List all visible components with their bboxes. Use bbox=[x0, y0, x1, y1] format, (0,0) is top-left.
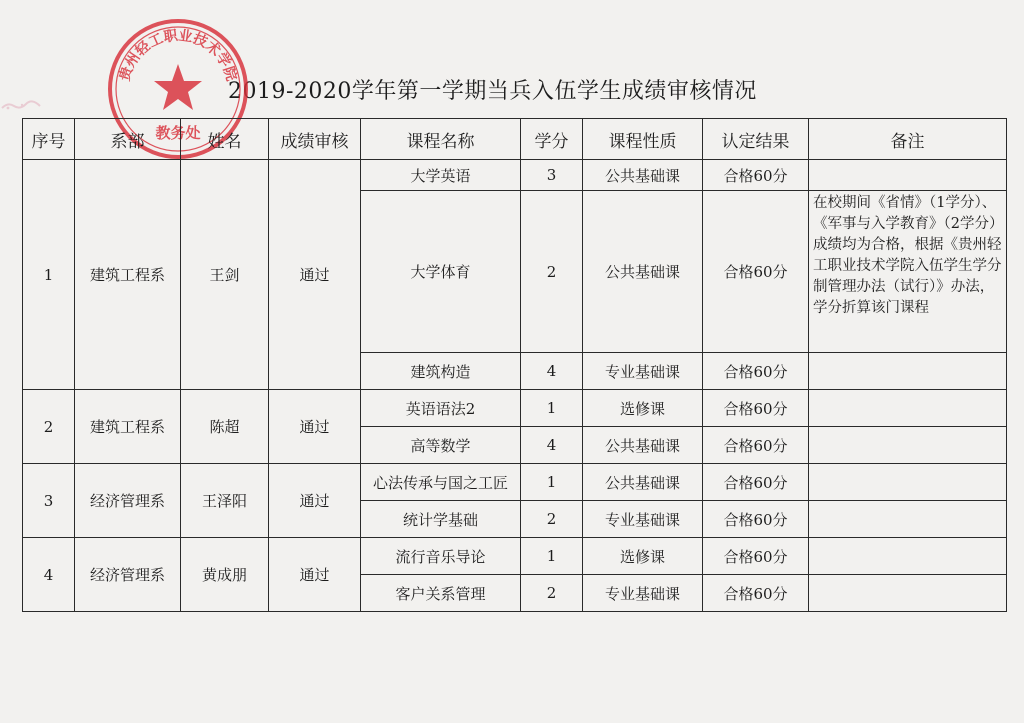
cell-course: 心法传承与国之工匠 bbox=[361, 464, 521, 501]
cell-dept: 经济管理系 bbox=[75, 464, 181, 538]
cell-credit: 1 bbox=[521, 538, 583, 575]
cell-note bbox=[809, 390, 1007, 427]
cell-name: 黄成朋 bbox=[181, 538, 269, 612]
cell-result: 合格60分 bbox=[703, 191, 809, 353]
cell-course: 客户关系管理 bbox=[361, 575, 521, 612]
cell-type: 选修课 bbox=[583, 538, 703, 575]
cell-result: 合格60分 bbox=[703, 538, 809, 575]
cell-result: 合格60分 bbox=[703, 160, 809, 191]
cell-dept: 建筑工程系 bbox=[75, 390, 181, 464]
cell-course: 英语语法2 bbox=[361, 390, 521, 427]
cell-course: 统计学基础 bbox=[361, 501, 521, 538]
cell-result: 合格60分 bbox=[703, 353, 809, 390]
cell-result: 合格60分 bbox=[703, 575, 809, 612]
header-note: 备注 bbox=[809, 119, 1007, 160]
cell-course: 大学体育 bbox=[361, 191, 521, 353]
table-row bbox=[23, 538, 1007, 575]
header-name: 姓名 bbox=[181, 119, 269, 160]
cell-type: 专业基础课 bbox=[583, 501, 703, 538]
cell-name: 陈超 bbox=[181, 390, 269, 464]
header-result: 认定结果 bbox=[703, 119, 809, 160]
cell-type: 公共基础课 bbox=[583, 464, 703, 501]
cell-result: 合格60分 bbox=[703, 464, 809, 501]
svg-text:贵州轻工职业技术学院: 贵州轻工职业技术学院 bbox=[116, 27, 240, 83]
cell-note: 在校期间《省情》（1学分）、《军事与入学教育》（2学分）成绩均为合格，根据《贵州轻工职业技术学院入伍学生学分制管理办法（试行）》办法，学分折算该门课程 bbox=[809, 191, 1007, 353]
table-row bbox=[23, 464, 1007, 501]
header-dept: 系部 bbox=[75, 119, 181, 160]
cell-result: 合格60分 bbox=[703, 501, 809, 538]
cell-name: 王剑 bbox=[181, 160, 269, 390]
cell-no: 2 bbox=[23, 390, 75, 464]
cell-credit: 4 bbox=[521, 427, 583, 464]
document-title: 2019-2020学年第一学期当兵入伍学生成绩审核情况 bbox=[228, 79, 757, 104]
cell-result: 合格60分 bbox=[703, 427, 809, 464]
cell-course: 建筑构造 bbox=[361, 353, 521, 390]
cell-credit: 4 bbox=[521, 353, 583, 390]
cell-dept: 建筑工程系 bbox=[75, 160, 181, 390]
cell-type: 选修课 bbox=[583, 390, 703, 427]
header-review: 成绩审核 bbox=[269, 119, 361, 160]
cell-credit: 3 bbox=[521, 160, 583, 191]
cell-review: 通过 bbox=[269, 390, 361, 464]
cell-credit: 2 bbox=[521, 575, 583, 612]
cell-type: 公共基础课 bbox=[583, 191, 703, 353]
pink-smudge-mark bbox=[0, 96, 46, 114]
cell-credit: 2 bbox=[521, 191, 583, 353]
cell-note bbox=[809, 501, 1007, 538]
cell-dept: 经济管理系 bbox=[75, 538, 181, 612]
header-no: 序号 bbox=[23, 119, 75, 160]
cell-type: 公共基础课 bbox=[583, 427, 703, 464]
cell-note bbox=[809, 353, 1007, 390]
cell-no: 4 bbox=[23, 538, 75, 612]
cell-no: 1 bbox=[23, 160, 75, 390]
svg-text:教务处: 教务处 bbox=[155, 124, 201, 142]
cell-note bbox=[809, 464, 1007, 501]
cell-course: 高等数学 bbox=[361, 427, 521, 464]
table-row bbox=[23, 390, 1007, 427]
cell-course: 大学英语 bbox=[361, 160, 521, 191]
cell-review: 通过 bbox=[269, 160, 361, 390]
header-row bbox=[23, 119, 1007, 160]
table-row bbox=[23, 160, 1007, 191]
cell-note bbox=[809, 427, 1007, 464]
cell-credit: 2 bbox=[521, 501, 583, 538]
score-review-table bbox=[22, 118, 1007, 612]
cell-type: 专业基础课 bbox=[583, 575, 703, 612]
cell-name: 王泽阳 bbox=[181, 464, 269, 538]
cell-note bbox=[809, 575, 1007, 612]
header-course: 课程名称 bbox=[361, 119, 521, 160]
cell-note bbox=[809, 538, 1007, 575]
cell-result: 合格60分 bbox=[703, 390, 809, 427]
cell-type: 公共基础课 bbox=[583, 160, 703, 191]
header-type: 课程性质 bbox=[583, 119, 703, 160]
cell-course: 流行音乐导论 bbox=[361, 538, 521, 575]
cell-no: 3 bbox=[23, 464, 75, 538]
cell-type: 专业基础课 bbox=[583, 353, 703, 390]
cell-review: 通过 bbox=[269, 464, 361, 538]
cell-review: 通过 bbox=[269, 538, 361, 612]
cell-note bbox=[809, 160, 1007, 191]
cell-credit: 1 bbox=[521, 464, 583, 501]
header-credit: 学分 bbox=[521, 119, 583, 160]
cell-credit: 1 bbox=[521, 390, 583, 427]
